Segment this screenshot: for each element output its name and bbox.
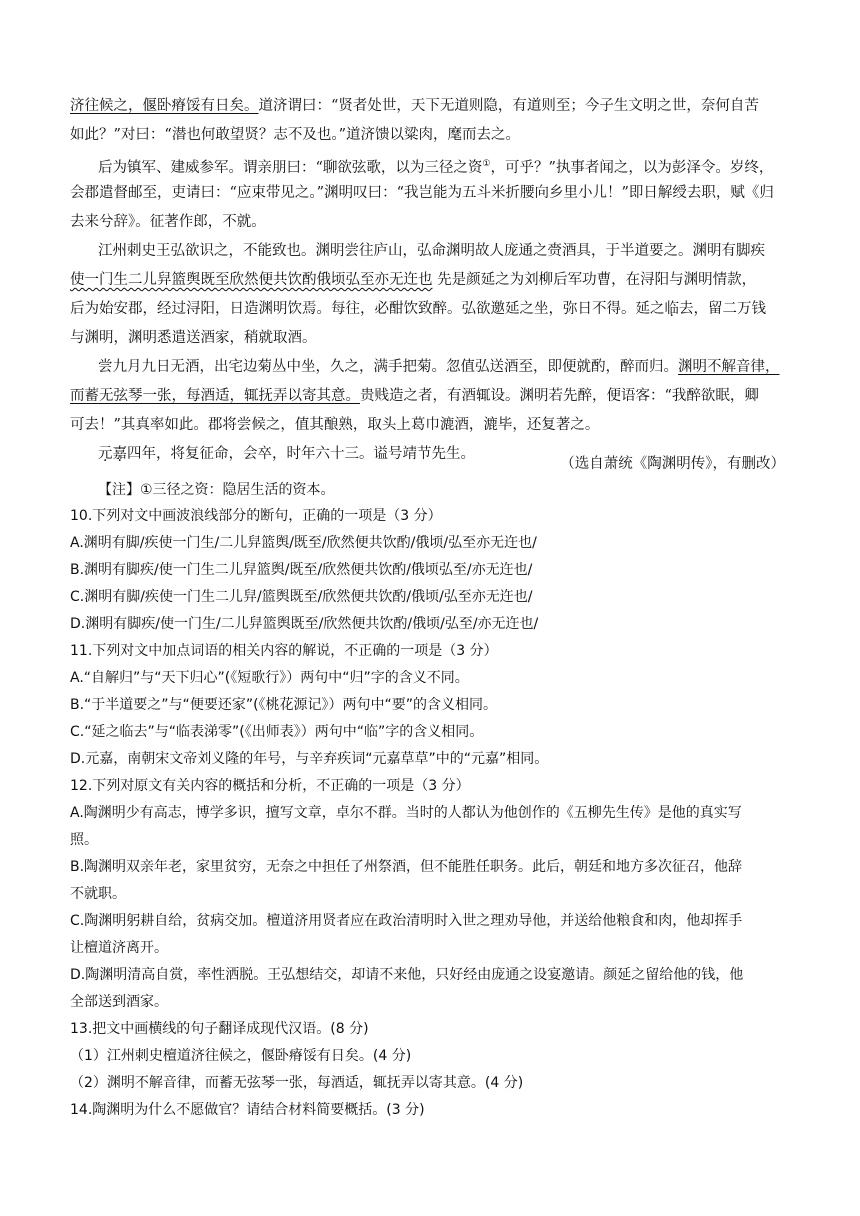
option-11d[interactable]: D.元嘉，南朝宋文帝刘义隆的年号，与辛弃疾词“元嘉草草”中的“元嘉”相同。 xyxy=(70,751,549,767)
passage-text: 先是颜延之为刘柳后军功曹，在浔阳与渊明情款， xyxy=(432,272,757,288)
passage-line: 与渊明，渊明悉遣送酒家，稍就取酒。 xyxy=(70,330,317,346)
dotted-character: 嘉 xyxy=(112,446,127,462)
question-13-1: （1）江州刺史檀道济往候之，偃卧瘠馁有日矣。(4 分) xyxy=(70,1048,412,1064)
passage-line xyxy=(70,92,800,120)
passage-text: 后为镇军、建威参军。谓亲朋曰：“聊欲弦歌，以为三径之资 xyxy=(98,159,483,176)
passage-line: 如此？”对曰：“潜也何敢望贤？志不及也。”道济馈以粱肉，麾而去之。 xyxy=(70,127,520,143)
underlined-sentence: 渊明不解音律， xyxy=(678,359,780,375)
option-11b[interactable]: B.“于半道要之”与“便要还家”(《桃花源记》）两句中“要”的含义相同。 xyxy=(70,697,498,713)
passage-text: 尝九月九日无酒，出宅边菊丛中坐，久之，满手把菊。忽值弘送酒至，即便就酌，醉而归。 xyxy=(98,359,678,375)
option-12b-line2[interactable]: 不就职。 xyxy=(70,886,126,902)
option-10d[interactable]: D.渊明有脚疾/使一门生/二儿舁篮舆既至/欣然便共饮酌/俄顷/弘至/亦无迕也/ xyxy=(70,616,539,632)
passage-line: 去来兮辞》。征著作郎，不就。 xyxy=(70,214,266,230)
footnote-mark: ① xyxy=(482,159,491,169)
question-11: 11.下列对文中加点词语的相关内容的解说，不正确的一项是（3 分） xyxy=(70,643,498,659)
option-12c-line2[interactable]: 让檀道济离开。 xyxy=(70,940,168,956)
underlined-sentence: 而蓄无弦琴一张，每酒适，辄抚弄以寄其意。 xyxy=(70,388,360,404)
option-10b[interactable]: B.渊明有脚疾/使一门生二儿舁篮舆/既至/欣然便共饮酌/俄顷弘至/亦无迕也/ xyxy=(70,562,533,578)
passage-text: 道济谓曰：“贤者处世，天下无道则隐，有道则至；今子生文明之世，奈何自苦 xyxy=(258,98,759,114)
passage-line xyxy=(70,266,800,294)
option-12a-line2[interactable]: 照。 xyxy=(70,832,98,848)
passage-line xyxy=(70,382,800,410)
passage-text: 去，留二万钱 xyxy=(679,301,766,317)
dotted-character: 临 xyxy=(664,301,679,317)
question-13: 13.把文中画横线的句子翻译成现代汉语。(8 分) xyxy=(70,1021,369,1037)
footnote: 【注】①三径之资：隐居生活的资本。 xyxy=(98,482,335,498)
passage-text: 后为始安郡，经过浔阳，日造渊明饮焉。每往，必酣饮致醉。弘欲邀延之坐，弥日不得。延之 xyxy=(70,301,665,317)
question-12: 12.下列对原文有关内容的概括和分析，不正确的一项是（3 分） xyxy=(70,778,470,794)
option-12c-line1[interactable]: C.陶渊明躬耕自给，贫病交加。檀道济用贤者应在政治清明时入世之理劝导他，并送给他粮食和肉，他却挥手 xyxy=(70,913,743,929)
passage-line xyxy=(70,295,800,323)
underlined-sentence: 济往候之，偃卧瘠馁有日矣。 xyxy=(70,98,259,114)
option-12b-line1[interactable]: B.陶渊明双亲年老，家里贫穷，无奈之中担任了州祭酒，但不能胜任职务。此后，朝廷和地方多次征召，他辞 xyxy=(70,859,743,875)
option-10c[interactable]: C.渊明有脚/疾使一门生二儿舁/篮舆既至/欣然便共饮酌/俄顷/弘至亦无迕也/ xyxy=(70,589,533,605)
question-13-2: （2）渊明不解音律，而蓄无弦琴一张，每酒适，辄抚弄以寄其意。(4 分) xyxy=(70,1075,524,1091)
passage-line: 会郡遣督邮至，吏请曰：“应束带见之。”渊明叹曰：“我岂能为五斗米折腰向乡里小儿！”即日解绶去职，赋《归 xyxy=(70,185,774,201)
passage-line: 江州刺史王弘欲识之，不能致也。渊明尝往庐山，弘命渊明故人庞通之赍酒具，于半道要之。渊明有脚疾 xyxy=(98,243,765,259)
passage-text: ，可乎？”执事者闻之，以为彭泽令。岁终， xyxy=(490,159,774,176)
wavy-underlined-passage: 使一门生二儿舁篮舆既至欣然便共饮酌俄顷弘至亦无迕也 xyxy=(70,272,433,288)
passage-line xyxy=(98,150,828,182)
option-11c[interactable]: C.“延之临去”与“临表涕零”(《出师表》）两句中“临”字的含义相同。 xyxy=(70,724,484,740)
option-12d-line1[interactable]: D.陶渊明清高自赏，率性洒脱。王弘想结交，却请不来他，只好经由庞通之设宴邀请。颜延之留给他的钱，他 xyxy=(70,967,744,983)
option-11a[interactable]: A.“自解归”与“天下归心”(《短歌行》）两句中“归”字的含义不同。 xyxy=(70,670,469,686)
passage-text: 贵贱造之者，有酒辄设。渊明若先醉，便语客：“我醉欲眠，卿 xyxy=(360,388,759,404)
option-12a-line1[interactable]: A.陶渊明少有高志，博学多识，擅写文章，卓尔不群。当时的人都认为他创作的《五柳先生传》是他的真实写 xyxy=(70,805,742,821)
option-12d-line2[interactable]: 全部送到酒家。 xyxy=(70,994,168,1010)
passage-line xyxy=(98,353,828,381)
option-10a[interactable]: A.渊明有脚/疾使一门生/二儿舁篮舆/既至/欣然便共饮酌/俄顷/弘至亦无迕也/ xyxy=(70,535,537,551)
question-14: 14.陶渊明为什么不愿做官？请结合材料简要概括。(3 分) xyxy=(70,1102,425,1118)
source-citation xyxy=(70,450,785,478)
source-text: （选自萧统《陶渊明传》，有删改） xyxy=(560,456,785,472)
dotted-character: 元 xyxy=(98,446,113,462)
passage-text: 四年，将复征命，会卒，时年六十三。谥号靖节先生。 xyxy=(127,446,475,462)
question-10: 10.下列对文中画波浪线部分的断句，正确的一项是（3 分） xyxy=(70,508,442,524)
passage-line: 可去！”其真率如此。郡将尝候之，值其酿熟，取头上葛巾漉酒，漉毕，还复著之。 xyxy=(70,417,600,433)
